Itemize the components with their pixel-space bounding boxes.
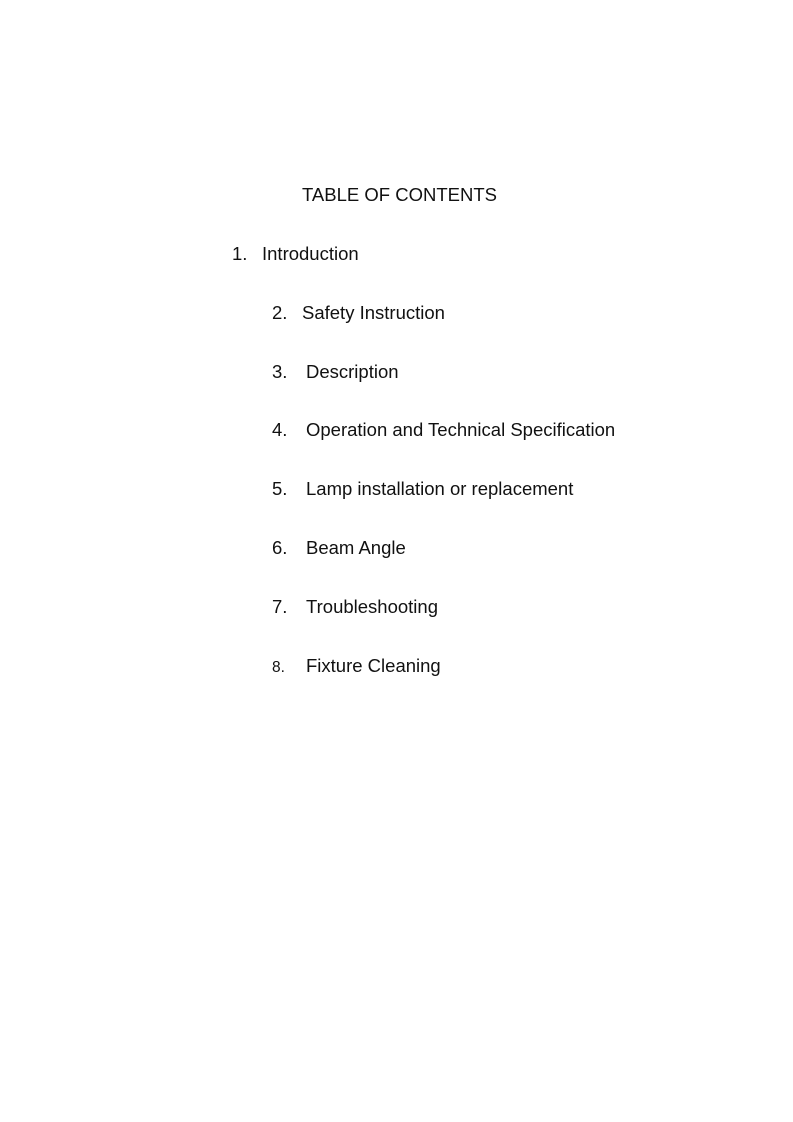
toc-entry-label: Introduction (262, 243, 359, 264)
toc-entry-number: 5. (272, 478, 288, 499)
toc-entry-label: Safety Instruction (302, 302, 445, 323)
toc-entry-label: Fixture Cleaning (306, 655, 441, 676)
toc-entry-label: Troubleshooting (306, 596, 438, 617)
toc-title: TABLE OF CONTENTS (302, 184, 497, 205)
toc-entry-number: 6. (272, 537, 288, 558)
toc-entry-number: 3. (272, 361, 288, 382)
toc-entry-number: 1. (232, 243, 248, 264)
toc-entry-number: 8. (272, 659, 285, 676)
toc-entry-number: 7. (272, 596, 288, 617)
toc-entry-number: 2. (272, 302, 288, 323)
toc-entry-label: Beam Angle (306, 537, 406, 558)
toc-entry-label: Lamp installation or replacement (306, 478, 574, 499)
toc-entry-number: 4. (272, 419, 288, 440)
toc-entry-label: Description (306, 361, 399, 382)
toc-entry-label: Operation and Technical Specification (306, 419, 616, 440)
